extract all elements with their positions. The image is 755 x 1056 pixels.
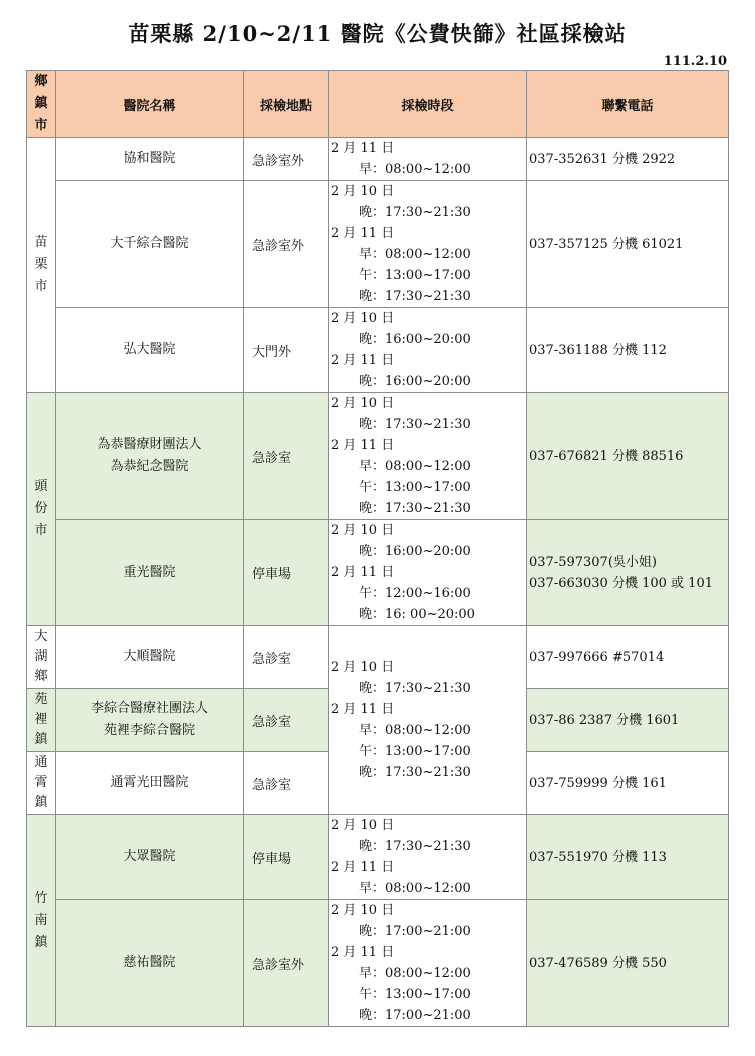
town-char: 頭: [34, 479, 48, 494]
town-char: 霄: [34, 775, 48, 790]
town-char: 湖: [34, 649, 48, 664]
phone-number: 037-476589 分機 550: [527, 900, 729, 1027]
table-row: [27, 626, 729, 689]
town-char: 份: [34, 501, 48, 516]
table-row: [27, 900, 729, 1027]
town-char: 苑: [34, 692, 48, 707]
table-row: [27, 138, 729, 181]
table-row: [27, 181, 729, 308]
town-char: 苗: [34, 235, 48, 250]
town-char: 栗: [34, 257, 48, 272]
town-char: 鎮: [34, 934, 48, 950]
table-row: [27, 308, 729, 393]
town-dahu: [27, 626, 56, 689]
hospital-name: 通霄光田醫院: [56, 752, 244, 815]
testing-site: 停車場: [244, 815, 329, 900]
table-row: [27, 815, 729, 900]
phone-number: 037-361188 分機 112: [527, 308, 729, 393]
testing-site: 急診室: [244, 752, 329, 815]
town-yuanli: [27, 689, 56, 752]
town-char: 竹: [34, 890, 48, 906]
town-char: 鄉: [34, 669, 48, 684]
header-town-char: 鎮: [34, 96, 48, 111]
testing-site: 急診室: [244, 393, 329, 520]
time-slots-shared: 2 月 10 日 晚：17:30~21:30 2 月 11 日 早：08:00~12:00 午：13:00~17:00 晚：17:30~21:30: [329, 626, 527, 815]
town-miaoli: [27, 138, 56, 393]
town-char: 裡: [34, 712, 48, 727]
hospital-name: 大千綜合醫院: [56, 181, 244, 308]
phone-number: 037-551970 分機 113: [527, 815, 729, 900]
time-slots: 2 月 10 日 晚：17:30~21:30 2 月 11 日 早：08:00~12:00: [329, 815, 527, 900]
phone-number: 037-997666 #57014: [527, 626, 729, 689]
time-slots: 2 月 10 日 晚：17:00~21:00 2 月 11 日 早：08:00~12:00 午：13:00~17:00 晚：17:00~21:00: [329, 900, 527, 1027]
testing-site: 急診室: [244, 689, 329, 752]
table-row: [27, 520, 729, 626]
header-town-char: 鄉: [34, 74, 48, 89]
testing-site: 大門外: [244, 308, 329, 393]
phone-number: 037-676821 分機 88516: [527, 393, 729, 520]
town-char: 市: [34, 523, 48, 538]
phone-number: 037-357125 分機 61021: [527, 181, 729, 308]
table-row: [27, 393, 729, 520]
time-slots: 2 月 10 日 晚：17:30~21:30 2 月 11 日 早：08:00~12:00 午：13:00~17:00 晚：17:30~21:30: [329, 393, 527, 520]
town-char: 鎮: [34, 732, 48, 747]
time-slots: 2 月 10 日 晚：16:00~20:00 2 月 11 日 午：12:00~16:00 晚：16: 00~20:00: [329, 520, 527, 626]
testing-site: 急診室外: [244, 138, 329, 181]
hospital-name: 協和醫院: [56, 138, 244, 181]
time-slots: 2 月 11 日 早：08:00~12:00: [329, 138, 527, 181]
hospital-name: 為恭醫療財團法人 為恭紀念醫院: [56, 393, 244, 520]
header-phone: 聯繫電話: [527, 71, 729, 138]
header-site: 採檢地點: [244, 71, 329, 138]
town-char: 鎮: [34, 795, 48, 810]
testing-site: 急診室外: [244, 181, 329, 308]
town-toufen: [27, 393, 56, 626]
phone-number: 037-759999 分機 161: [527, 752, 729, 815]
hospital-name: 大眾醫院: [56, 815, 244, 900]
phone-number: 037-352631 分機 2922: [527, 138, 729, 181]
testing-station-table: [26, 70, 729, 1027]
hospital-name: 重光醫院: [56, 520, 244, 626]
testing-site: 急診室外: [244, 900, 329, 1027]
town-zhunan: [27, 815, 56, 1027]
table-header-row: [27, 71, 729, 138]
header-town-char: 市: [34, 118, 48, 133]
town-char: 市: [34, 279, 48, 294]
hospital-name: 李綜合醫療社團法人 苑裡李綜合醫院: [56, 689, 244, 752]
document-date: 111.2.10: [663, 54, 727, 69]
phone-number: 037-86 2387 分機 1601: [527, 689, 729, 752]
header-hospital: 醫院名稱: [56, 71, 244, 138]
page-title: 苗栗縣 2/10~2/11 醫院《公費快篩》社區採檢站: [128, 21, 627, 46]
town-char: 大: [34, 629, 48, 644]
time-slots: 2 月 10 日 晚：17:30~21:30 2 月 11 日 早：08:00~12:00 午：13:00~17:00 晚：17:30~21:30: [329, 181, 527, 308]
testing-site: 急診室: [244, 626, 329, 689]
time-slots: 2 月 10 日 晚：16:00~20:00 2 月 11 日 晚：16:00~20:00: [329, 308, 527, 393]
town-tongxiao: [27, 752, 56, 815]
town-char: 南: [34, 912, 48, 928]
hospital-name: 弘大醫院: [56, 308, 244, 393]
hospital-name: 慈祐醫院: [56, 900, 244, 1027]
hospital-name: 大順醫院: [56, 626, 244, 689]
header-town: [27, 71, 56, 138]
testing-site: 停車場: [244, 520, 329, 626]
town-char: 通: [34, 755, 48, 770]
header-time: 採檢時段: [329, 71, 527, 138]
phone-number: 037-597307(吳小姐) 037-663030 分機 100 或 101: [527, 520, 729, 626]
